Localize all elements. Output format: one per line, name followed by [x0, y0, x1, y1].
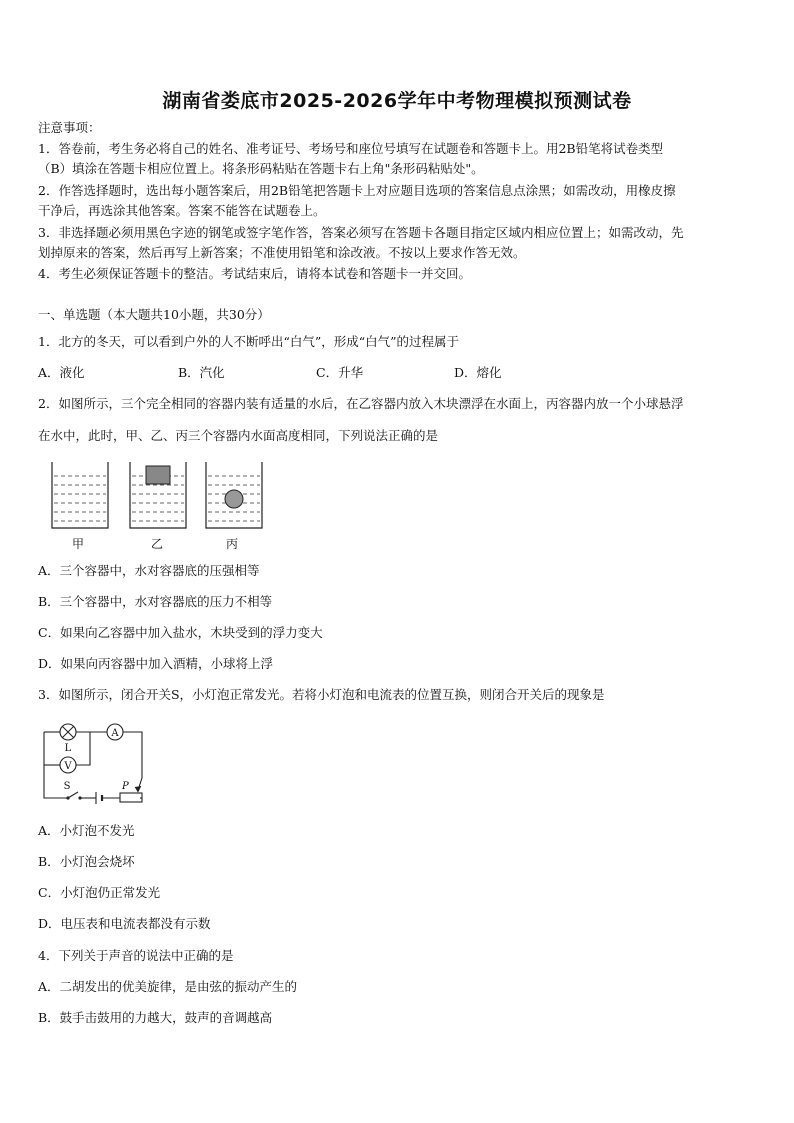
q4-option-b: B．鼓手击鼓用的力越大，鼓声的音调越高: [38, 1010, 273, 1025]
container-jia: [52, 462, 108, 528]
notice-line: 3．非选择题必须用黑色字迹的钢笔或签字笔作答，答案必须写在答题卡各题目指定区域内相应位置上；如需改动，先: [38, 225, 684, 240]
notice-heading: 注意事项：: [38, 120, 101, 135]
q2-option-a: A．三个容器中，水对容器底的压强相等: [38, 563, 260, 578]
label-jia: 甲: [72, 537, 85, 551]
notice-line: 划掉原来的答案，然后再写上新答案；不准使用铅笔和涂改液。不按以上要求作答无效。: [38, 245, 526, 260]
q4-stem: 4．下列关于声音的说法中正确的是: [38, 948, 234, 963]
q1-option-c: C．升华: [316, 365, 364, 380]
notice-line: 2．作答选择题时，选出每小题答案后，用2B铅笔把答题卡上对应题目选项的答案信息点涂黑；如需改动，用橡皮擦: [38, 183, 676, 198]
circuit-diagram: [40, 720, 150, 805]
q1-option-b: B．汽化: [178, 365, 225, 380]
ammeter-label: A: [111, 728, 119, 739]
containers-figure: [48, 458, 268, 533]
suspended-ball: [225, 490, 243, 508]
lamp-label: L: [64, 743, 72, 754]
notice-line: 4．考生必须保证答题卡的整洁。考试结束后，请将本试卷和答题卡一并交回。: [38, 266, 471, 281]
q3-option-c: C．小灯泡仍正常发光: [38, 885, 161, 900]
q2-stem: 在水中，此时，甲、乙、丙三个容器内水面高度相同，下列说法正确的是: [38, 428, 439, 443]
page-title: 湖南省娄底市2025-2026学年中考物理模拟预测试卷: [162, 90, 632, 112]
q3-stem: 3．如图所示，闭合开关S，小灯泡正常发光。若将小灯泡和电流表的位置互换，则闭合开关后的现象是: [38, 687, 605, 702]
q1-option-a: A．液化: [38, 365, 85, 380]
label-yi: 乙: [151, 537, 164, 551]
section-heading: 一、单选题（本大题共10小题，共30分）: [38, 307, 270, 322]
q3-option-d: D．电压表和电流表都没有示数: [38, 916, 211, 931]
switch-label: S: [63, 781, 71, 792]
q3-option-b: B．小灯泡会烧坏: [38, 854, 135, 869]
q1-stem: 1．北方的冬天，可以看到户外的人不断呼出“白气”，形成“白气”的过程属于: [38, 334, 460, 349]
q3-option-a: A．小灯泡不发光: [38, 823, 135, 838]
q2-option-b: B．三个容器中，水对容器底的压力不相等: [38, 594, 273, 609]
wood-block: [146, 466, 170, 484]
voltmeter-label: V: [64, 761, 72, 772]
q2-stem: 2．如图所示，三个完全相同的容器内装有适量的水后，在乙容器内放入木块漂浮在水面上，丙容器内放一个小球悬浮: [38, 396, 684, 411]
notice-line: （B）填涂在答题卡相应位置上。将条形码粘贴在答题卡右上角"条形码粘贴处"。: [38, 161, 484, 176]
slider-label: P: [122, 781, 129, 792]
q4-option-a: A．二胡发出的优美旋律，是由弦的振动产生的: [38, 979, 298, 994]
q1-option-d: D．熔化: [454, 365, 502, 380]
notice-line: 1．答卷前，考生务必将自己的姓名、准考证号、考场号和座位号填写在试题卷和答题卡上。用2B铅笔将试卷类型: [38, 141, 664, 156]
q2-option-c: C．如果向乙容器中加入盐水，木块受到的浮力变大: [38, 625, 323, 640]
q2-option-d: D．如果向丙容器中加入酒精，小球将上浮: [38, 656, 274, 671]
switch-icon: [68, 792, 78, 798]
notice-line: 干净后，再选涂其他答案。答案不能答在试题卷上。: [38, 203, 326, 218]
label-bing: 丙: [226, 537, 239, 551]
